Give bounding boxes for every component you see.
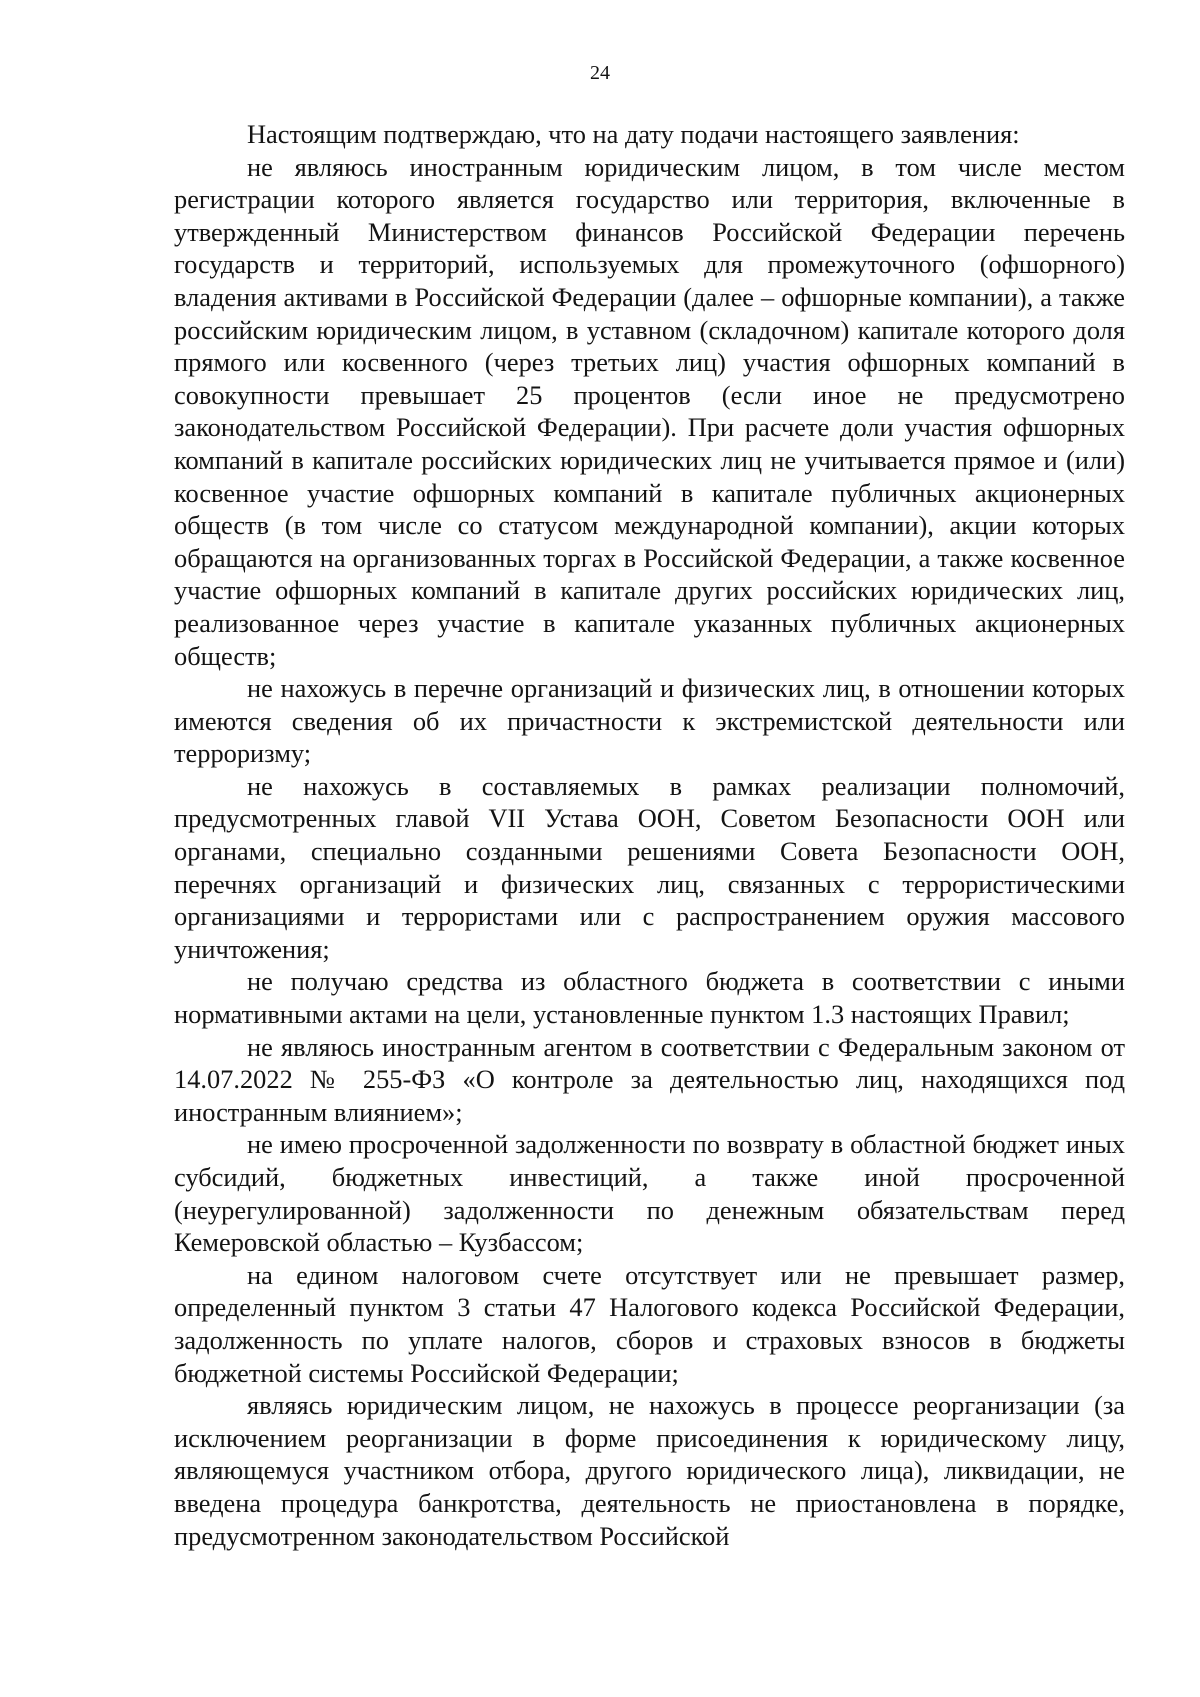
paragraph-tax-account: на едином налоговом счете отсутствует или не превышает размер, определенный пунктом 3 статьи 47 Налогового кодекса Российской Федерации, задолженность по уплате налогов, сборов и страховых взносов в бюджеты бюджетной системы Российской Федерации; (174, 1259, 1125, 1388)
paragraph-regional-budget: не получаю средства из областного бюджета в соответствии с иными нормативными актами на цели, установленные пунктом 1.3 настоящих Правил; (174, 966, 1125, 1030)
paragraph-intro: Настоящим подтверждаю, что на дату подачи настоящего заявления: (247, 119, 1020, 149)
paragraph-overdue-debt: не имею просроченной задолженности по возврату в областной бюджет иных субсидий, бюджетных инвестиций, а также иной просроченной (неурегулированной) задолженности по денежным обязательствам перед Кемеровской областью – Кузбассом; (174, 1129, 1125, 1258)
paragraph-extremism: не нахожусь в перечне организаций и физических лиц, в отношении которых имеются сведения об их причастности к экстремистской деятельности или терроризму; (174, 673, 1125, 769)
paragraph-un-lists: не нахожусь в составляемых в рамках реализации полномочий, предусмотренных главой VII Устава ООН, Советом Безопасности ООН или органами, специально созданными решениями Совета Безопасности ООН, перечнях организаций и физических лиц, связанных с террористическими организациями и террористами или с распространением оружия массового уничтожения; (174, 770, 1125, 964)
paragraph-offshore: не являюсь иностранным юридическим лицом, в том числе местом регистрации которого является государство или территория, включенные в утвержденный Министерством финансов Российской Федерации перечень государств и территорий, используемых для промежуточного (офшорного) владения активами в Российской Федерации (далее – офшорные компании), а также российским юридическим лицом, в уставном (складочном) капитале которого доля прямого или косвенного (через третьих лиц) участия офшорных компаний в совокупности превышает 25 процентов (если иное не предусмотрено законодательством Российской Федерации). При расчете доли участия офшорных компаний в капитале российских юридических лиц не учитывается прямое и (или) косвенное участие офшорных компаний в капитале публичных акционерных обществ (в том числе со статусом международной компании), акции которых обращаются на организованных торгах в Российской Федерации, а также косвенное участие офшорных компаний в капитале других российских юридических лиц, реализованное через участие в капитале указанных публичных акционерных обществ; (174, 151, 1125, 671)
paragraph-reorganization: являясь юридическим лицом, не нахожусь в процессе реорганизации (за исключением реорганизации в форме присоединения к юридическому лицу, являющемуся участником отбора, другого юридического лица), ликвидации, не введена процедура банкротства, деятельность не приостановлена в порядке, предусмотренном законодательством Российской (174, 1390, 1125, 1551)
document-body (174, 118, 1125, 1552)
page-number: 24 (590, 62, 610, 84)
paragraph-foreign-agent: не являюсь иностранным агентом в соответствии с Федеральным законом от 14.07.2022 № 255-ФЗ «О контроле за деятельностью лиц, находящихся под иностранным влиянием»; (174, 1031, 1125, 1127)
